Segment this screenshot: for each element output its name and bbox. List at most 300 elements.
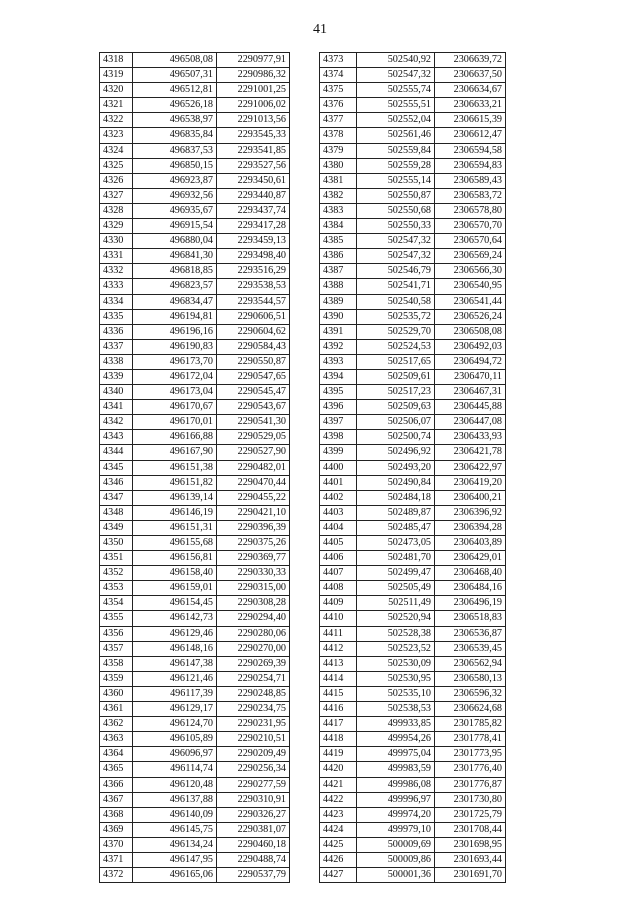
x-coordinate-cell: 496151,31 [133, 520, 217, 535]
y-coordinate-cell: 2290254,71 [217, 671, 290, 686]
y-coordinate-cell: 2306536,87 [435, 626, 506, 641]
x-coordinate-cell: 502530,09 [357, 656, 435, 671]
table-row [100, 762, 290, 777]
point-number-cell: 4373 [320, 53, 357, 68]
table-row [320, 505, 506, 520]
x-coordinate-cell: 502517,65 [357, 354, 435, 369]
y-coordinate-cell: 2306612,47 [435, 128, 506, 143]
table-row [100, 520, 290, 535]
x-coordinate-cell: 502540,92 [357, 53, 435, 68]
x-coordinate-cell: 502500,74 [357, 430, 435, 445]
y-coordinate-cell: 2290210,51 [217, 732, 290, 747]
x-coordinate-cell: 496190,83 [133, 339, 217, 354]
point-number-cell: 4375 [320, 83, 357, 98]
y-coordinate-cell: 2290527,90 [217, 445, 290, 460]
x-coordinate-cell: 496512,81 [133, 83, 217, 98]
y-coordinate-cell: 2290421,10 [217, 505, 290, 520]
y-coordinate-cell: 2290231,95 [217, 717, 290, 732]
y-coordinate-cell: 2291006,02 [217, 98, 290, 113]
point-number-cell: 4390 [320, 309, 357, 324]
point-number-cell: 4328 [100, 203, 133, 218]
y-coordinate-cell: 2293440,87 [217, 188, 290, 203]
point-number-cell: 4398 [320, 430, 357, 445]
y-coordinate-cell: 2306583,72 [435, 188, 506, 203]
x-coordinate-cell: 502509,61 [357, 369, 435, 384]
x-coordinate-cell: 502561,46 [357, 128, 435, 143]
table-row [100, 460, 290, 475]
y-coordinate-cell: 2306569,24 [435, 249, 506, 264]
table-row [320, 128, 506, 143]
y-coordinate-cell: 2290330,33 [217, 566, 290, 581]
y-coordinate-cell: 2306639,72 [435, 53, 506, 68]
point-number-cell: 4322 [100, 113, 133, 128]
y-coordinate-cell: 2290541,30 [217, 415, 290, 430]
table-row [100, 536, 290, 551]
point-number-cell: 4326 [100, 173, 133, 188]
x-coordinate-cell: 496151,38 [133, 460, 217, 475]
point-number-cell: 4388 [320, 279, 357, 294]
y-coordinate-cell: 2306484,16 [435, 581, 506, 596]
point-number-cell: 4354 [100, 596, 133, 611]
x-coordinate-cell: 502546,79 [357, 264, 435, 279]
point-number-cell: 4393 [320, 354, 357, 369]
y-coordinate-cell: 2306578,80 [435, 203, 506, 218]
table-row [320, 702, 506, 717]
table-row [320, 83, 506, 98]
x-coordinate-cell: 496841,30 [133, 249, 217, 264]
point-number-cell: 4325 [100, 158, 133, 173]
point-number-cell: 4333 [100, 279, 133, 294]
table-row [320, 671, 506, 686]
point-number-cell: 4331 [100, 249, 133, 264]
table-row [100, 279, 290, 294]
table-row [100, 686, 290, 701]
y-coordinate-cell: 2301693,44 [435, 852, 506, 867]
point-number-cell: 4401 [320, 475, 357, 490]
point-number-cell: 4413 [320, 656, 357, 671]
point-number-cell: 4372 [100, 868, 133, 883]
y-coordinate-cell: 2290543,67 [217, 400, 290, 415]
point-number-cell: 4423 [320, 807, 357, 822]
point-number-cell: 4410 [320, 611, 357, 626]
y-coordinate-cell: 2293516,29 [217, 264, 290, 279]
table-row [100, 581, 290, 596]
table-row [320, 520, 506, 535]
table-row [100, 324, 290, 339]
x-coordinate-cell: 502473,05 [357, 536, 435, 551]
table-row [320, 852, 506, 867]
point-number-cell: 4381 [320, 173, 357, 188]
table-row [320, 143, 506, 158]
x-coordinate-cell: 496923,87 [133, 173, 217, 188]
table-row [100, 294, 290, 309]
table-row [320, 385, 506, 400]
table-row [320, 460, 506, 475]
y-coordinate-cell: 2301776,87 [435, 777, 506, 792]
y-coordinate-cell: 2306429,01 [435, 551, 506, 566]
x-coordinate-cell: 502550,68 [357, 203, 435, 218]
point-number-cell: 4341 [100, 400, 133, 415]
x-coordinate-cell: 502535,10 [357, 686, 435, 701]
table-row [100, 385, 290, 400]
y-coordinate-cell: 2290209,49 [217, 747, 290, 762]
x-coordinate-cell: 496121,46 [133, 671, 217, 686]
x-coordinate-cell: 496148,16 [133, 641, 217, 656]
table-row [100, 505, 290, 520]
x-coordinate-cell: 499996,97 [357, 792, 435, 807]
x-coordinate-cell: 502535,72 [357, 309, 435, 324]
x-coordinate-cell: 496166,88 [133, 430, 217, 445]
y-coordinate-cell: 2291001,25 [217, 83, 290, 98]
point-number-cell: 4416 [320, 702, 357, 717]
x-coordinate-cell: 496124,70 [133, 717, 217, 732]
y-coordinate-cell: 2290986,32 [217, 68, 290, 83]
table-row [100, 777, 290, 792]
point-number-cell: 4343 [100, 430, 133, 445]
point-number-cell: 4409 [320, 596, 357, 611]
y-coordinate-cell: 2293498,40 [217, 249, 290, 264]
y-coordinate-cell: 2306633,21 [435, 98, 506, 113]
x-coordinate-cell: 496117,39 [133, 686, 217, 701]
y-coordinate-cell: 2306570,70 [435, 219, 506, 234]
x-coordinate-cell: 496145,75 [133, 822, 217, 837]
y-coordinate-cell: 2301730,80 [435, 792, 506, 807]
x-coordinate-cell: 496837,53 [133, 143, 217, 158]
table-row [100, 203, 290, 218]
table-row [100, 128, 290, 143]
x-coordinate-cell: 496935,67 [133, 203, 217, 218]
x-coordinate-cell: 496538,97 [133, 113, 217, 128]
y-coordinate-cell: 2306468,40 [435, 566, 506, 581]
y-coordinate-cell: 2293437,74 [217, 203, 290, 218]
table-row [320, 249, 506, 264]
x-coordinate-cell: 502506,07 [357, 415, 435, 430]
y-coordinate-cell: 2306467,31 [435, 385, 506, 400]
y-coordinate-cell: 2301778,41 [435, 732, 506, 747]
y-coordinate-cell: 2290550,87 [217, 354, 290, 369]
x-coordinate-cell: 502484,18 [357, 490, 435, 505]
table-row [320, 173, 506, 188]
table-row [100, 415, 290, 430]
x-coordinate-cell: 502559,28 [357, 158, 435, 173]
point-number-cell: 4427 [320, 868, 357, 883]
x-coordinate-cell: 496170,01 [133, 415, 217, 430]
point-number-cell: 4404 [320, 520, 357, 535]
x-coordinate-cell: 502520,94 [357, 611, 435, 626]
table-row [320, 566, 506, 581]
table-row [100, 188, 290, 203]
x-coordinate-cell: 502541,71 [357, 279, 435, 294]
y-coordinate-cell: 2306539,45 [435, 641, 506, 656]
point-number-cell: 4414 [320, 671, 357, 686]
table-row [100, 717, 290, 732]
y-coordinate-cell: 2290280,06 [217, 626, 290, 641]
table-row [100, 566, 290, 581]
x-coordinate-cell: 502529,70 [357, 324, 435, 339]
point-number-cell: 4386 [320, 249, 357, 264]
y-coordinate-cell: 2301785,82 [435, 717, 506, 732]
table-row [100, 113, 290, 128]
point-number-cell: 4374 [320, 68, 357, 83]
table-row [100, 264, 290, 279]
y-coordinate-cell: 2306637,50 [435, 68, 506, 83]
point-number-cell: 4329 [100, 219, 133, 234]
table-row [320, 430, 506, 445]
table-row [100, 551, 290, 566]
x-coordinate-cell: 502499,47 [357, 566, 435, 581]
x-coordinate-cell: 502559,84 [357, 143, 435, 158]
point-number-cell: 4336 [100, 324, 133, 339]
table-row [100, 596, 290, 611]
y-coordinate-cell: 2290369,77 [217, 551, 290, 566]
table-row [100, 430, 290, 445]
y-coordinate-cell: 2306470,11 [435, 369, 506, 384]
x-coordinate-cell: 496147,38 [133, 656, 217, 671]
table-row [100, 611, 290, 626]
x-coordinate-cell: 496167,90 [133, 445, 217, 460]
point-number-cell: 4376 [320, 98, 357, 113]
point-number-cell: 4362 [100, 717, 133, 732]
y-coordinate-cell: 2290529,05 [217, 430, 290, 445]
table-row [320, 717, 506, 732]
y-coordinate-cell: 2306447,08 [435, 415, 506, 430]
y-coordinate-cell: 2290604,62 [217, 324, 290, 339]
y-coordinate-cell: 2306594,58 [435, 143, 506, 158]
y-coordinate-cell: 2290606,51 [217, 309, 290, 324]
y-coordinate-cell: 2306518,83 [435, 611, 506, 626]
y-coordinate-cell: 2290375,26 [217, 536, 290, 551]
table-row [320, 234, 506, 249]
point-number-cell: 4408 [320, 581, 357, 596]
x-coordinate-cell: 500001,36 [357, 868, 435, 883]
x-coordinate-cell: 502552,04 [357, 113, 435, 128]
point-number-cell: 4392 [320, 339, 357, 354]
x-coordinate-cell: 496818,85 [133, 264, 217, 279]
table-row [100, 98, 290, 113]
point-number-cell: 4406 [320, 551, 357, 566]
x-coordinate-cell: 502555,14 [357, 173, 435, 188]
point-number-cell: 4426 [320, 852, 357, 867]
point-number-cell: 4358 [100, 656, 133, 671]
x-coordinate-cell: 502524,53 [357, 339, 435, 354]
x-coordinate-cell: 499954,26 [357, 732, 435, 747]
point-number-cell: 4321 [100, 98, 133, 113]
table-row [320, 415, 506, 430]
point-number-cell: 4387 [320, 264, 357, 279]
point-number-cell: 4324 [100, 143, 133, 158]
point-number-cell: 4350 [100, 536, 133, 551]
table-row [320, 686, 506, 701]
x-coordinate-cell: 502555,74 [357, 83, 435, 98]
point-number-cell: 4364 [100, 747, 133, 762]
point-number-cell: 4339 [100, 369, 133, 384]
y-coordinate-cell: 2290460,18 [217, 837, 290, 852]
table-row [100, 445, 290, 460]
point-number-cell: 4391 [320, 324, 357, 339]
table-row [320, 324, 506, 339]
point-number-cell: 4400 [320, 460, 357, 475]
table-row [320, 551, 506, 566]
y-coordinate-cell: 2306624,68 [435, 702, 506, 717]
table-row [320, 581, 506, 596]
point-number-cell: 4397 [320, 415, 357, 430]
y-coordinate-cell: 2306394,28 [435, 520, 506, 535]
y-coordinate-cell: 2290256,34 [217, 762, 290, 777]
y-coordinate-cell: 2291013,56 [217, 113, 290, 128]
table-row [100, 173, 290, 188]
table-row [100, 868, 290, 883]
y-coordinate-cell: 2290488,74 [217, 852, 290, 867]
point-number-cell: 4360 [100, 686, 133, 701]
point-number-cell: 4319 [100, 68, 133, 83]
point-number-cell: 4425 [320, 837, 357, 852]
y-coordinate-cell: 2293538,53 [217, 279, 290, 294]
point-number-cell: 4356 [100, 626, 133, 641]
point-number-cell: 4395 [320, 385, 357, 400]
table-row [320, 369, 506, 384]
point-number-cell: 4323 [100, 128, 133, 143]
point-number-cell: 4361 [100, 702, 133, 717]
point-number-cell: 4365 [100, 762, 133, 777]
table-row [320, 807, 506, 822]
y-coordinate-cell: 2306562,94 [435, 656, 506, 671]
table-row [100, 234, 290, 249]
x-coordinate-cell: 496158,40 [133, 566, 217, 581]
table-row [320, 445, 506, 460]
x-coordinate-cell: 496165,06 [133, 868, 217, 883]
y-coordinate-cell: 2306594,83 [435, 158, 506, 173]
point-number-cell: 4377 [320, 113, 357, 128]
y-coordinate-cell: 2306526,24 [435, 309, 506, 324]
table-row [320, 596, 506, 611]
coordinate-table-left [99, 52, 290, 883]
x-coordinate-cell: 496146,19 [133, 505, 217, 520]
x-coordinate-cell: 496196,16 [133, 324, 217, 339]
y-coordinate-cell: 2306496,19 [435, 596, 506, 611]
table-row [100, 143, 290, 158]
table-row [100, 309, 290, 324]
table-row [320, 113, 506, 128]
y-coordinate-cell: 2306419,20 [435, 475, 506, 490]
table-row [320, 158, 506, 173]
point-number-cell: 4366 [100, 777, 133, 792]
x-coordinate-cell: 502550,33 [357, 219, 435, 234]
table-row [320, 203, 506, 218]
table-row [100, 747, 290, 762]
table-row [320, 475, 506, 490]
x-coordinate-cell: 499975,04 [357, 747, 435, 762]
point-number-cell: 4403 [320, 505, 357, 520]
x-coordinate-cell: 499933,85 [357, 717, 435, 732]
point-number-cell: 4334 [100, 294, 133, 309]
point-number-cell: 4384 [320, 219, 357, 234]
y-coordinate-cell: 2306422,97 [435, 460, 506, 475]
y-coordinate-cell: 2306508,08 [435, 324, 506, 339]
table-row [320, 354, 506, 369]
y-coordinate-cell: 2290977,91 [217, 53, 290, 68]
y-coordinate-cell: 2290248,85 [217, 686, 290, 701]
y-coordinate-cell: 2290396,39 [217, 520, 290, 535]
y-coordinate-cell: 2306589,43 [435, 173, 506, 188]
y-coordinate-cell: 2290584,43 [217, 339, 290, 354]
x-coordinate-cell: 496137,88 [133, 792, 217, 807]
x-coordinate-cell: 496823,57 [133, 279, 217, 294]
x-coordinate-cell: 496134,24 [133, 837, 217, 852]
point-number-cell: 4357 [100, 641, 133, 656]
table-row [100, 792, 290, 807]
x-coordinate-cell: 496170,67 [133, 400, 217, 415]
x-coordinate-cell: 502481,70 [357, 551, 435, 566]
y-coordinate-cell: 2290270,00 [217, 641, 290, 656]
y-coordinate-cell: 2306396,92 [435, 505, 506, 520]
y-coordinate-cell: 2293545,33 [217, 128, 290, 143]
point-number-cell: 4345 [100, 460, 133, 475]
point-number-cell: 4424 [320, 822, 357, 837]
y-coordinate-cell: 2290455,22 [217, 490, 290, 505]
y-coordinate-cell: 2306403,89 [435, 536, 506, 551]
x-coordinate-cell: 502555,51 [357, 98, 435, 113]
x-coordinate-cell: 496850,15 [133, 158, 217, 173]
x-coordinate-cell: 496156,81 [133, 551, 217, 566]
x-coordinate-cell: 502509,63 [357, 400, 435, 415]
x-coordinate-cell: 496105,89 [133, 732, 217, 747]
table-row [100, 158, 290, 173]
table-row [320, 294, 506, 309]
x-coordinate-cell: 502528,38 [357, 626, 435, 641]
point-number-cell: 4318 [100, 53, 133, 68]
x-coordinate-cell: 496120,48 [133, 777, 217, 792]
y-coordinate-cell: 2306566,30 [435, 264, 506, 279]
y-coordinate-cell: 2293459,13 [217, 234, 290, 249]
point-number-cell: 4369 [100, 822, 133, 837]
x-coordinate-cell: 496151,82 [133, 475, 217, 490]
table-row [320, 837, 506, 852]
x-coordinate-cell: 496155,68 [133, 536, 217, 551]
table-row [100, 219, 290, 234]
x-coordinate-cell: 502550,87 [357, 188, 435, 203]
point-number-cell: 4394 [320, 369, 357, 384]
point-number-cell: 4346 [100, 475, 133, 490]
point-number-cell: 4348 [100, 505, 133, 520]
table-row [100, 732, 290, 747]
point-number-cell: 4363 [100, 732, 133, 747]
table-row [320, 309, 506, 324]
point-number-cell: 4370 [100, 837, 133, 852]
x-coordinate-cell: 502523,52 [357, 641, 435, 656]
table-row [320, 868, 506, 883]
x-coordinate-cell: 502547,32 [357, 68, 435, 83]
y-coordinate-cell: 2306570,64 [435, 234, 506, 249]
y-coordinate-cell: 2306400,21 [435, 490, 506, 505]
point-number-cell: 4382 [320, 188, 357, 203]
x-coordinate-cell: 502490,84 [357, 475, 435, 490]
x-coordinate-cell: 496129,46 [133, 626, 217, 641]
table-row [100, 807, 290, 822]
y-coordinate-cell: 2306596,32 [435, 686, 506, 701]
x-coordinate-cell: 496508,08 [133, 53, 217, 68]
y-coordinate-cell: 2293544,57 [217, 294, 290, 309]
table-row [320, 762, 506, 777]
y-coordinate-cell: 2306615,39 [435, 113, 506, 128]
point-number-cell: 4405 [320, 536, 357, 551]
x-coordinate-cell: 502511,49 [357, 596, 435, 611]
table-row [100, 369, 290, 384]
y-coordinate-cell: 2290315,00 [217, 581, 290, 596]
x-coordinate-cell: 496932,56 [133, 188, 217, 203]
point-number-cell: 4417 [320, 717, 357, 732]
x-coordinate-cell: 499974,20 [357, 807, 435, 822]
y-coordinate-cell: 2290470,44 [217, 475, 290, 490]
